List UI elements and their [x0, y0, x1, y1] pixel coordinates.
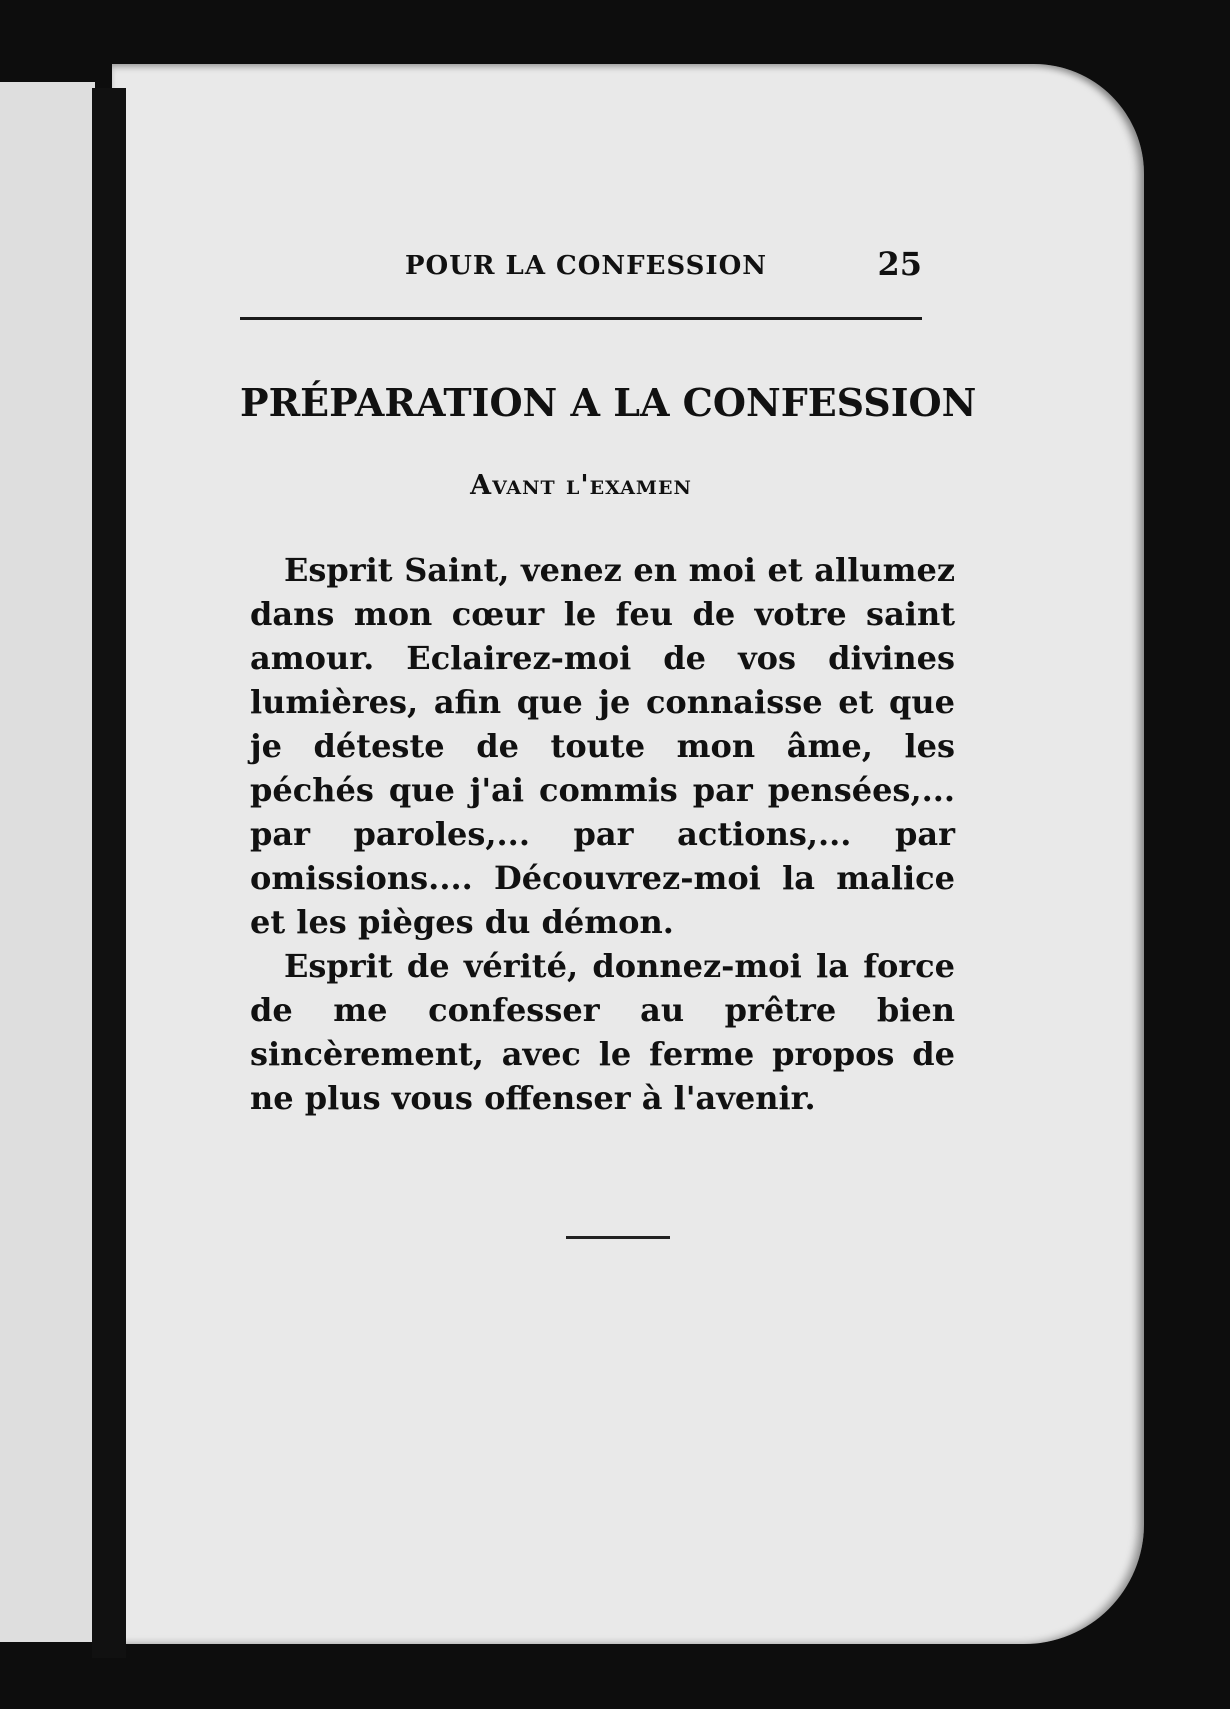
end-rule	[566, 1236, 670, 1239]
paragraph: Esprit Saint, venez en moi et allumez dans mon cœur le feu de votre saint amour. Eclairez-moi de vos divines lumières, afin que je connaisse et que je déteste de toute mon âme, les péchés que j'ai commis par pensées,... par paroles,... par actions,... par omissions.... Découvrez-moi la malice et les pièges du démon.	[250, 551, 955, 941]
paragraph: Esprit de vérité, donnez-moi la force de me confesser au prêtre bien sincèrement, avec le ferme propos de ne plus vous offenser à l'avenir.	[250, 947, 955, 1117]
page-number: 25	[877, 245, 922, 283]
left-page-edge	[0, 82, 95, 1642]
running-head	[240, 245, 922, 285]
section-title: PRÉPARATION A LA CONFESSION	[240, 380, 977, 425]
book-gutter	[92, 88, 126, 1658]
header-rule	[240, 317, 922, 320]
body-text	[250, 548, 955, 1120]
section-subtitle: Avant l'examen	[470, 470, 692, 501]
running-title: POUR LA CONFESSION	[405, 251, 767, 281]
